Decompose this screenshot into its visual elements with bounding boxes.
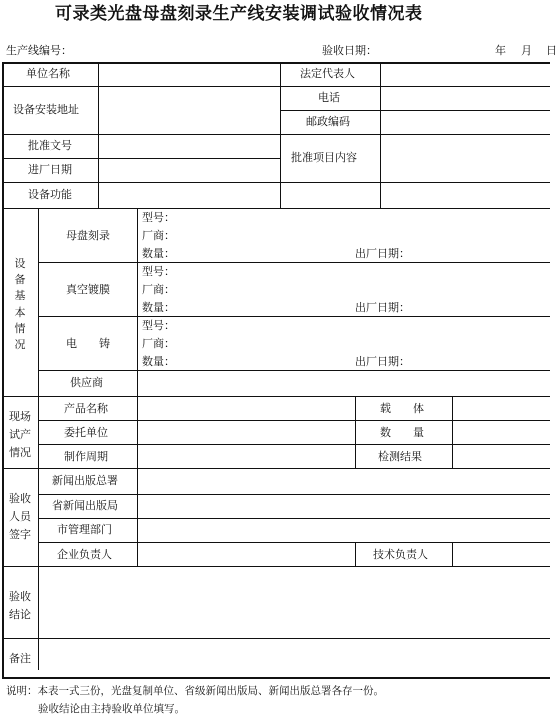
equipment-item-2-name: 真空镀膜 — [66, 283, 110, 296]
item-2-maker-label: 厂商： — [142, 283, 175, 296]
production-cycle-label: 制作周期 — [64, 450, 108, 463]
day-label: 日 — [546, 44, 557, 57]
equipment-section-label: 设备基本情况 — [14, 257, 26, 352]
approval-content-label: 批准项目内容 — [291, 151, 357, 164]
import-date-label: 进厂日期 — [28, 163, 72, 176]
item-2-qty-label: 数量： — [142, 301, 175, 314]
item-1-maker-label: 厂商： — [142, 229, 175, 242]
company-head-label: 企业负责人 — [57, 548, 112, 561]
quantity-label: 数 量 — [380, 426, 424, 439]
equipment-item-3-name: 电 铸 — [66, 337, 110, 350]
item-2-factory-date-label: 出厂日期： — [355, 301, 410, 314]
remarks-section-label: 备注 — [9, 652, 31, 665]
note-line-1: 说明：本表一式三份，光盘复制单位、省级新闻出版局、新闻出版总署各存一份。 — [6, 685, 384, 697]
entrusting-unit-label: 委托单位 — [64, 426, 108, 439]
signers-section-label: 验收人员签字 — [9, 492, 31, 541]
item-3-maker-label: 厂商： — [142, 337, 175, 350]
supplier-label: 供应商 — [70, 376, 103, 389]
trial-section-label: 现场试产情况 — [9, 410, 31, 459]
item-2-model-label: 型号： — [142, 265, 175, 278]
form-title: 可录类光盘母盘刻录生产线安装调试验收情况表 — [55, 4, 423, 24]
month-label: 月 — [521, 44, 532, 57]
city-signer-label: 市管理部门 — [57, 523, 112, 536]
item-3-factory-date-label: 出厂日期： — [355, 355, 410, 368]
item-3-model-label: 型号： — [142, 319, 175, 332]
provincial-signer-label: 省新闻出版局 — [52, 499, 118, 512]
year-label: 年 — [495, 44, 506, 57]
line-number-label: 生产线编号： — [6, 44, 72, 57]
product-name-label: 产品名称 — [64, 402, 108, 415]
gapp-signer-label: 新闻出版总署 — [52, 474, 118, 487]
equipment-item-1-name: 母盘刻录 — [66, 229, 110, 242]
item-1-factory-date-label: 出厂日期： — [355, 247, 410, 260]
item-1-qty-label: 数量： — [142, 247, 175, 260]
carrier-label: 载 体 — [380, 402, 424, 415]
postcode-label: 邮政编码 — [306, 115, 350, 128]
test-result-label: 检测结果 — [378, 450, 422, 463]
note-line-2: 验收结论由主持验收单位填写。 — [38, 703, 185, 715]
tech-head-label: 技术负责人 — [373, 548, 428, 561]
accept-date-label: 验收日期： — [322, 44, 377, 57]
phone-label: 电话 — [318, 91, 340, 104]
company-name-label: 单位名称 — [26, 67, 70, 80]
item-3-qty-label: 数量： — [142, 355, 175, 368]
equipment-function-label: 设备功能 — [28, 188, 72, 201]
legal-rep-label: 法定代表人 — [300, 67, 355, 80]
install-address-label: 设备安装地址 — [13, 103, 79, 116]
conclusion-section-label: 验收结论 — [9, 590, 31, 621]
approval-doc-label: 批准文号 — [28, 139, 72, 152]
item-1-model-label: 型号： — [142, 211, 175, 224]
